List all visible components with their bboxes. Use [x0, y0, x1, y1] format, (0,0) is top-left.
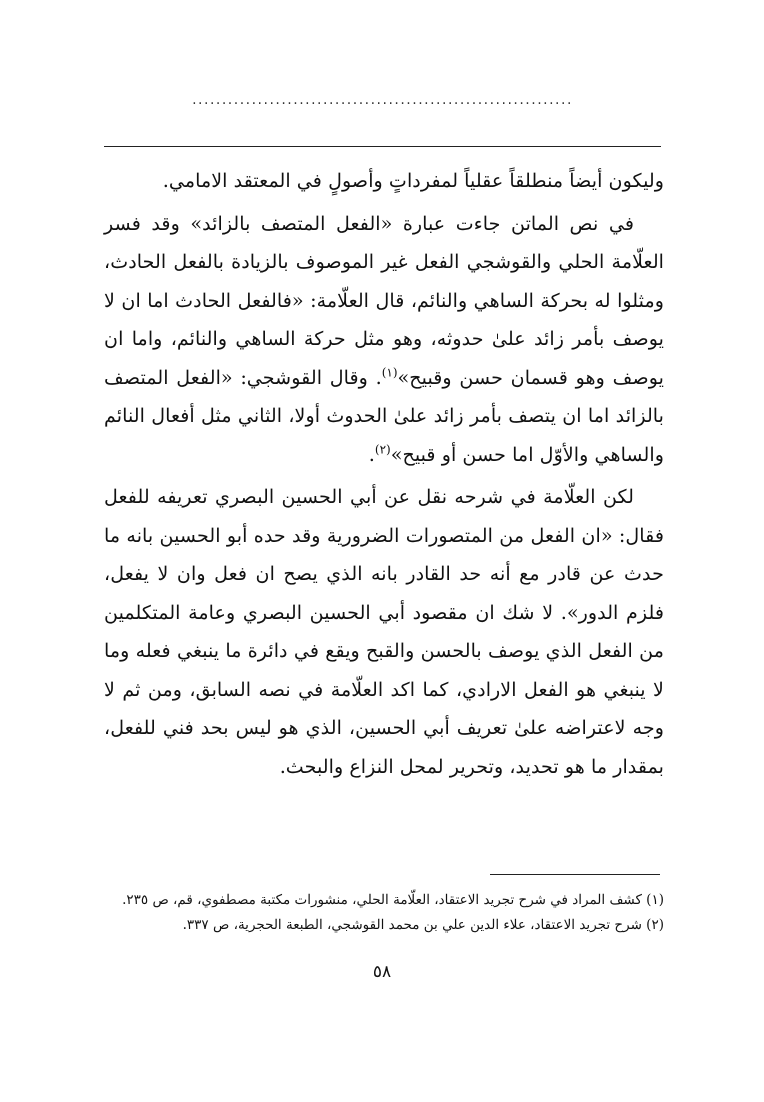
page-number: ٥٨	[372, 962, 392, 982]
paragraph-2-text: في نص الماتن جاءت عبارة «الفعل المتصف بالزائد» وقد فسر العلّامة الحلي والقوشجي الفعل غير الموصوف بالزيادة بالفعل الحادث، ومثلوا له بحركة الساهي والنائم، قال العلّامة: «فالفعل الحادث اما ان لا يوصف بأمر زائد علىٰ حدوثه، وهو مثل حركة الساهي والنائم، واما ان يوصف وهو قسمان حسن وقبيح»	[104, 211, 664, 389]
paragraph-3: لكن العلّامة في شرحه نقل عن أبي الحسين البصري تعريفه للفعل فقال: «ان الفعل من المتصورات الضرورية وقد حده أبو الحسين بانه ما حدث عن قادر مع أنه حد القادر بانه الذي يصح ان فعل وان لا يفعل، فلزم الدور». لا شك ان مقصود أبي الحسين البصري وعامة المتكلمين من الفعل الذي يوصف بالحسن والقبح ويقع في دائرة ما ينبغي فعله وما لا ينبغي هو الفعل الارادي، كما اكد العلّامة في نصه السابق، ومن ثم لا وجه لاعتراضه علىٰ تعريف أبي الحسين، الذي هو ليس بحد فني للفعل، بمقدار ما هو تحديد، وتحرير لمحل النزاع والبحث.	[104, 485, 664, 778]
footnote-1: (١) كشف المراد في شرح تجريد الاعتقاد، العلّامة الحلي، منشورات مكتبة مصطفوي، قم، ص ٢٣٥.	[122, 892, 664, 908]
paragraph-2-end: .	[368, 442, 375, 466]
footnote-ref-1[interactable]: (١)	[381, 365, 398, 380]
main-text	[104, 162, 664, 786]
paragraph-2-text-b: . وقال القوشجي: «الفعل المتصف بالزائد اما ان يتصف بأمر زائد علىٰ الحدوث أولا، الثاني مثل أفعال النائم والساهي والأوّل اما حسن أو قبيح»	[104, 365, 664, 466]
footnote-ref-2[interactable]: (٢)	[374, 442, 391, 457]
header-rule	[104, 146, 661, 147]
paragraph-2	[104, 205, 664, 475]
footnotes	[104, 888, 664, 938]
header-dotted-line: ................................................................	[192, 92, 573, 108]
paragraph-1: وليكون أيضاً منطلقاً عقلياً لمفرداتٍ وأصولٍ في المعتقد الامامي.	[162, 169, 664, 192]
footnote-separator	[490, 874, 660, 875]
footnote-2: (٢) شرح تجريد الاعتقاد، علاء الدين علي بن محمد القوشجي، الطبعة الحجرية، ص ٣٣٧.	[182, 917, 664, 933]
